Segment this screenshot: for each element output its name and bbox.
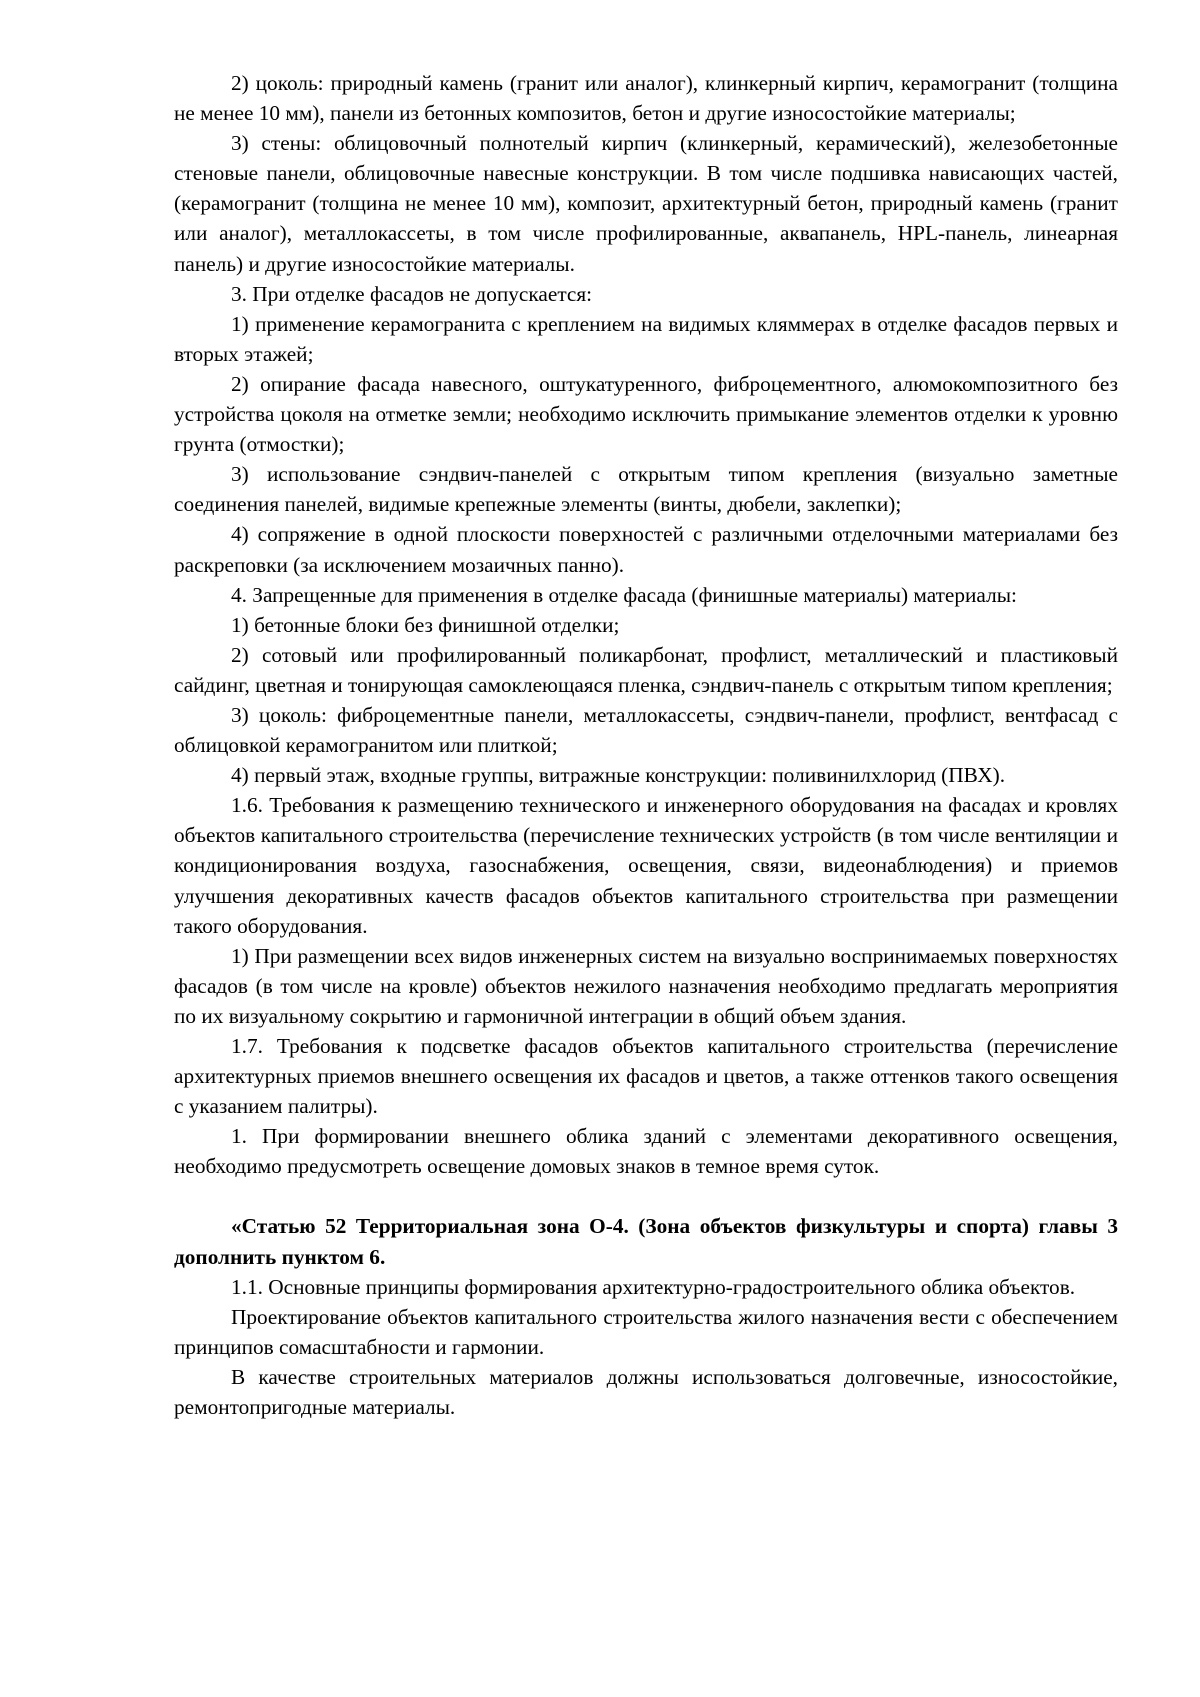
paragraph: 4. Запрещенные для применения в отделке фасада (финишные материалы) материалы: <box>231 582 1017 607</box>
section-heading: «Статью 52 Территориальная зона О-4. (Зона объектов физкультуры и спорта) главы 3 дополнить пунктом 6. <box>174 1214 1118 1269</box>
paragraph: В качестве строительных материалов должны использоваться долговечные, износостойкие, ремонтопригодные материалы. <box>174 1364 1118 1420</box>
paragraph: 1) При размещении всех видов инженерных систем на визуально воспринимаемых поверхностях фасадов (в том числе на кровле) объектов нежилого назначения необходимо предлагать мероприятия по их визуальному сокрытию и гармоничной интеграции в общий объем здания. <box>174 943 1118 1028</box>
paragraph: Проектирование объектов капитального строительства жилого назначения вести с обеспечением принципов сомасштабности и гармонии. <box>174 1304 1118 1359</box>
paragraph: 2) сотовый или профилированный поликарбонат, профлист, металлический и пластиковый сайдинг, цветная и тонирующая самоклеющаяся пленка, сэндвич-панель с открытым типом крепления; <box>174 642 1118 697</box>
paragraph: 3) стены: облицовочный полнотелый кирпич (клинкерный, керамический), железобетонные стеновые панели, облицовочные навесные конструкции. В том числе подшивка нависающих частей, (керамогранит (толщина не менее 10 мм), композит, архитектурный бетон, природный камень (гранит или аналог), металлокассеты, в том числе профилированные, аквапанель, HPL-панель, линеарная панель) и другие износостойкие материалы. <box>174 131 1118 276</box>
paragraph: 1.7. Требования к подсветке фасадов объектов капитального строительства (перечисление архитектурных приемов внешнего освещения их фасадов и цветов, а также оттенков такого освещения с указанием палитры). <box>174 1034 1118 1119</box>
paragraph: 1. При формировании внешнего облика зданий с элементами декоративного освещения, необходимо предусмотреть освещение домовых знаков в темное время суток. <box>174 1124 1118 1179</box>
paragraph: 3. При отделке фасадов не допускается: <box>231 281 593 306</box>
paragraph: 1.6. Требования к размещению технического и инженерного оборудования на фасадах и кровлях объектов капитального строительства (перечисление технических устройств (в том числе вентиляции и кондиционирования воздуха, газоснабжения, освещения, связи, видеонаблюдения) и приемов улучшения декоративных качеств фасадов объектов капитального строительства при размещении такого оборудования. <box>174 793 1118 938</box>
paragraph: 2) опирание фасада навесного, оштукатуренного, фиброцементного, алюмокомпозитного без устройства цоколя на отметке земли; необходимо исключить примыкание элементов отделки к уровню грунта (отмостки); <box>174 371 1118 457</box>
paragraph: 1.1. Основные принципы формирования архитектурно-градостроительного облика объектов. <box>231 1274 1076 1299</box>
paragraph: 4) первый этаж, входные группы, витражные конструкции: поливинилхлорид (ПВХ). <box>231 763 1006 788</box>
paragraph: 2) цоколь: природный камень (гранит или аналог), клинкерный кирпич, керамогранит (толщина не менее 10 мм), панели из бетонных композитов, бетон и другие износостойкие материалы; <box>174 71 1118 126</box>
paragraph: 3) цоколь: фиброцементные панели, металлокассеты, сэндвич-панели, профлист, вентфасад с облицовкой керамогранитом или плиткой; <box>174 702 1118 758</box>
paragraph: 1) бетонные блоки без финишной отделки; <box>231 612 620 637</box>
paragraph: 4) сопряжение в одной плоскости поверхностей с различными отделочными материалами без раскреповки (за исключением мозаичных панно). <box>174 522 1118 577</box>
paragraph: 1) применение керамогранита с креплением на видимых кляммерах в отделке фасадов первых и вторых этажей; <box>174 311 1118 366</box>
paragraph: 3) использование сэндвич-панелей с открытым типом крепления (визуально заметные соединения панелей, видимые крепежные элементы (винты, дюбели, заклепки); <box>174 462 1118 517</box>
section-gap <box>174 1181 1118 1211</box>
